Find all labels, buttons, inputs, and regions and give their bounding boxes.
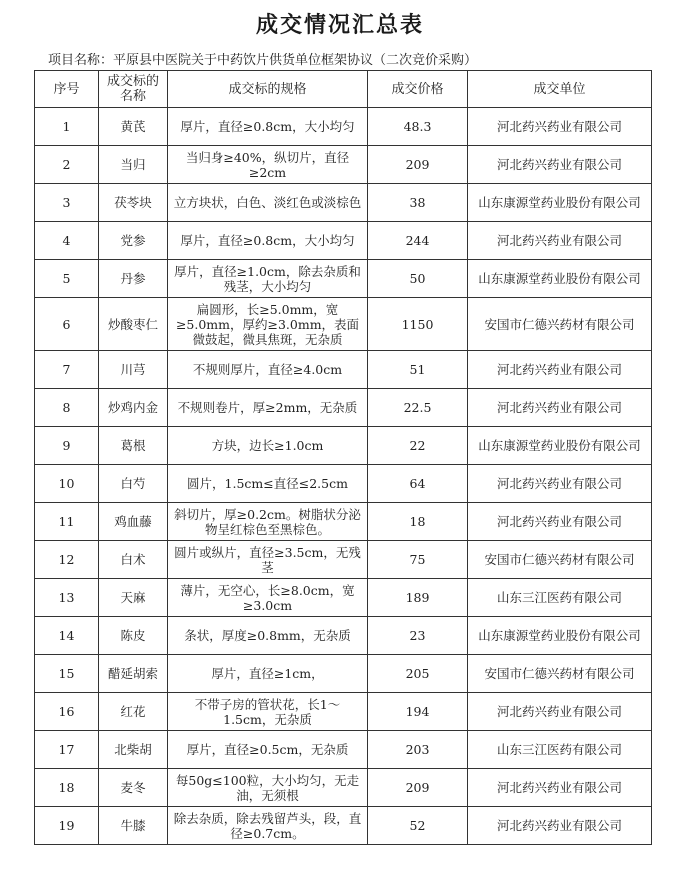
cell-price: 52 [368, 807, 468, 845]
cell-seq: 3 [35, 184, 99, 222]
table-row [35, 617, 652, 655]
cell-company: 河北药兴药业有限公司 [468, 503, 652, 541]
cell-company: 河北药兴药业有限公司 [468, 146, 652, 184]
cell-price: 209 [368, 146, 468, 184]
results-table [34, 70, 652, 845]
cell-spec: 薄片，无空心，长≥8.0cm，宽≥3.0cm [168, 579, 368, 617]
cell-name: 川芎 [99, 351, 168, 389]
table-row [35, 541, 652, 579]
cell-name: 炒鸡内金 [99, 389, 168, 427]
cell-company: 河北药兴药业有限公司 [468, 222, 652, 260]
cell-company: 河北药兴药业有限公司 [468, 465, 652, 503]
cell-seq: 11 [35, 503, 99, 541]
cell-seq: 4 [35, 222, 99, 260]
cell-name: 陈皮 [99, 617, 168, 655]
table-row [35, 731, 652, 769]
cell-name: 鸡血藤 [99, 503, 168, 541]
cell-name: 葛根 [99, 427, 168, 465]
cell-seq: 10 [35, 465, 99, 503]
cell-seq: 5 [35, 260, 99, 298]
cell-price: 189 [368, 579, 468, 617]
cell-seq: 19 [35, 807, 99, 845]
table-row [35, 222, 652, 260]
cell-seq: 6 [35, 298, 99, 351]
cell-seq: 15 [35, 655, 99, 693]
header-seq: 序号 [35, 71, 99, 108]
cell-spec: 每50g≤100粒，大小均匀，无走油，无须根 [168, 769, 368, 807]
cell-price: 18 [368, 503, 468, 541]
cell-company: 河北药兴药业有限公司 [468, 389, 652, 427]
cell-spec: 厚片，直径≥0.8cm，大小均匀 [168, 108, 368, 146]
table-row [35, 146, 652, 184]
cell-spec: 当归身≥40%，纵切片，直径≥2cm [168, 146, 368, 184]
cell-seq: 8 [35, 389, 99, 427]
cell-price: 51 [368, 351, 468, 389]
cell-price: 64 [368, 465, 468, 503]
table-row [35, 108, 652, 146]
cell-name: 白术 [99, 541, 168, 579]
cell-spec: 厚片，直径≥0.8cm，大小均匀 [168, 222, 368, 260]
page-title: 成交情况汇总表 [255, 12, 424, 38]
cell-price: 194 [368, 693, 468, 731]
cell-company: 河北药兴药业有限公司 [468, 807, 652, 845]
cell-seq: 16 [35, 693, 99, 731]
table-row [35, 389, 652, 427]
cell-price: 50 [368, 260, 468, 298]
cell-company: 山东康源堂药业股份有限公司 [468, 617, 652, 655]
table-row [35, 351, 652, 389]
cell-company: 安国市仁德兴药材有限公司 [468, 541, 652, 579]
cell-name: 党参 [99, 222, 168, 260]
header-name: 成交标的名称 [99, 71, 168, 108]
cell-price: 75 [368, 541, 468, 579]
table-row [35, 579, 652, 617]
cell-spec: 除去杂质，除去残留芦头，段，直径≥0.7cm。 [168, 807, 368, 845]
cell-name: 天麻 [99, 579, 168, 617]
cell-name: 黄芪 [99, 108, 168, 146]
cell-price: 244 [368, 222, 468, 260]
cell-company: 山东三江医药有限公司 [468, 731, 652, 769]
table-row [35, 184, 652, 222]
cell-price: 1150 [368, 298, 468, 351]
cell-spec: 不规则卷片，厚≥2mm，无杂质 [168, 389, 368, 427]
cell-seq: 12 [35, 541, 99, 579]
cell-price: 22 [368, 427, 468, 465]
cell-name: 麦冬 [99, 769, 168, 807]
cell-seq: 7 [35, 351, 99, 389]
cell-spec: 扁圆形，长≥5.0mm，宽≥5.0mm，厚约≥3.0mm，表面微鼓起，微具焦斑，无杂质 [168, 298, 368, 351]
cell-price: 38 [368, 184, 468, 222]
cell-spec: 不规则厚片，直径≥4.0cm [168, 351, 368, 389]
cell-seq: 2 [35, 146, 99, 184]
cell-name: 丹参 [99, 260, 168, 298]
cell-spec: 厚片，直径≥1.0cm，除去杂质和残茎，大小均匀 [168, 260, 368, 298]
cell-price: 209 [368, 769, 468, 807]
cell-name: 北柴胡 [99, 731, 168, 769]
table-row [35, 769, 652, 807]
table-row [35, 465, 652, 503]
cell-name: 红花 [99, 693, 168, 731]
cell-company: 河北药兴药业有限公司 [468, 351, 652, 389]
table-row [35, 503, 652, 541]
cell-company: 安国市仁德兴药材有限公司 [468, 298, 652, 351]
table-row [35, 427, 652, 465]
cell-company: 山东康源堂药业股份有限公司 [468, 260, 652, 298]
cell-price: 203 [368, 731, 468, 769]
cell-company: 山东康源堂药业股份有限公司 [468, 427, 652, 465]
header-row [35, 71, 652, 108]
header-price: 成交价格 [368, 71, 468, 108]
cell-spec: 斜切片，厚≥0.2cm。树脂状分泌物呈红棕色至黑棕色。 [168, 503, 368, 541]
cell-name: 醋延胡索 [99, 655, 168, 693]
cell-spec: 厚片，直径≥0.5cm，无杂质 [168, 731, 368, 769]
cell-company: 河北药兴药业有限公司 [468, 769, 652, 807]
cell-seq: 18 [35, 769, 99, 807]
table-row [35, 260, 652, 298]
cell-name: 牛膝 [99, 807, 168, 845]
cell-company: 安国市仁德兴药材有限公司 [468, 655, 652, 693]
cell-name: 白芍 [99, 465, 168, 503]
cell-seq: 14 [35, 617, 99, 655]
cell-price: 48.3 [368, 108, 468, 146]
cell-company: 河北药兴药业有限公司 [468, 693, 652, 731]
cell-price: 205 [368, 655, 468, 693]
cell-seq: 9 [35, 427, 99, 465]
header-spec: 成交标的规格 [168, 71, 368, 108]
cell-name: 茯苓块 [99, 184, 168, 222]
cell-price: 22.5 [368, 389, 468, 427]
cell-spec: 圆片或纵片，直径≥3.5cm，无残茎 [168, 541, 368, 579]
cell-company: 河北药兴药业有限公司 [468, 108, 652, 146]
cell-spec: 立方块状，白色、淡红色或淡棕色 [168, 184, 368, 222]
cell-spec: 方块，边长≥1.0cm [168, 427, 368, 465]
cell-spec: 不带子房的管状花，长1～1.5cm，无杂质 [168, 693, 368, 731]
cell-company: 山东三江医药有限公司 [468, 579, 652, 617]
cell-spec: 圆片，1.5cm≤直径≤2.5cm [168, 465, 368, 503]
cell-spec: 厚片，直径≥1cm， [168, 655, 368, 693]
cell-seq: 17 [35, 731, 99, 769]
table-row [35, 807, 652, 845]
cell-seq: 13 [35, 579, 99, 617]
table-row [35, 655, 652, 693]
cell-name: 当归 [99, 146, 168, 184]
table-row [35, 298, 652, 351]
cell-company: 山东康源堂药业股份有限公司 [468, 184, 652, 222]
project-name: 项目名称：平原县中医院关于中药饮片供货单位框架协议（二次竞价采购） [48, 53, 478, 68]
header-company: 成交单位 [468, 71, 652, 108]
cell-spec: 条状，厚度≥0.8mm，无杂质 [168, 617, 368, 655]
table-row [35, 693, 652, 731]
cell-seq: 1 [35, 108, 99, 146]
cell-name: 炒酸枣仁 [99, 298, 168, 351]
cell-price: 23 [368, 617, 468, 655]
